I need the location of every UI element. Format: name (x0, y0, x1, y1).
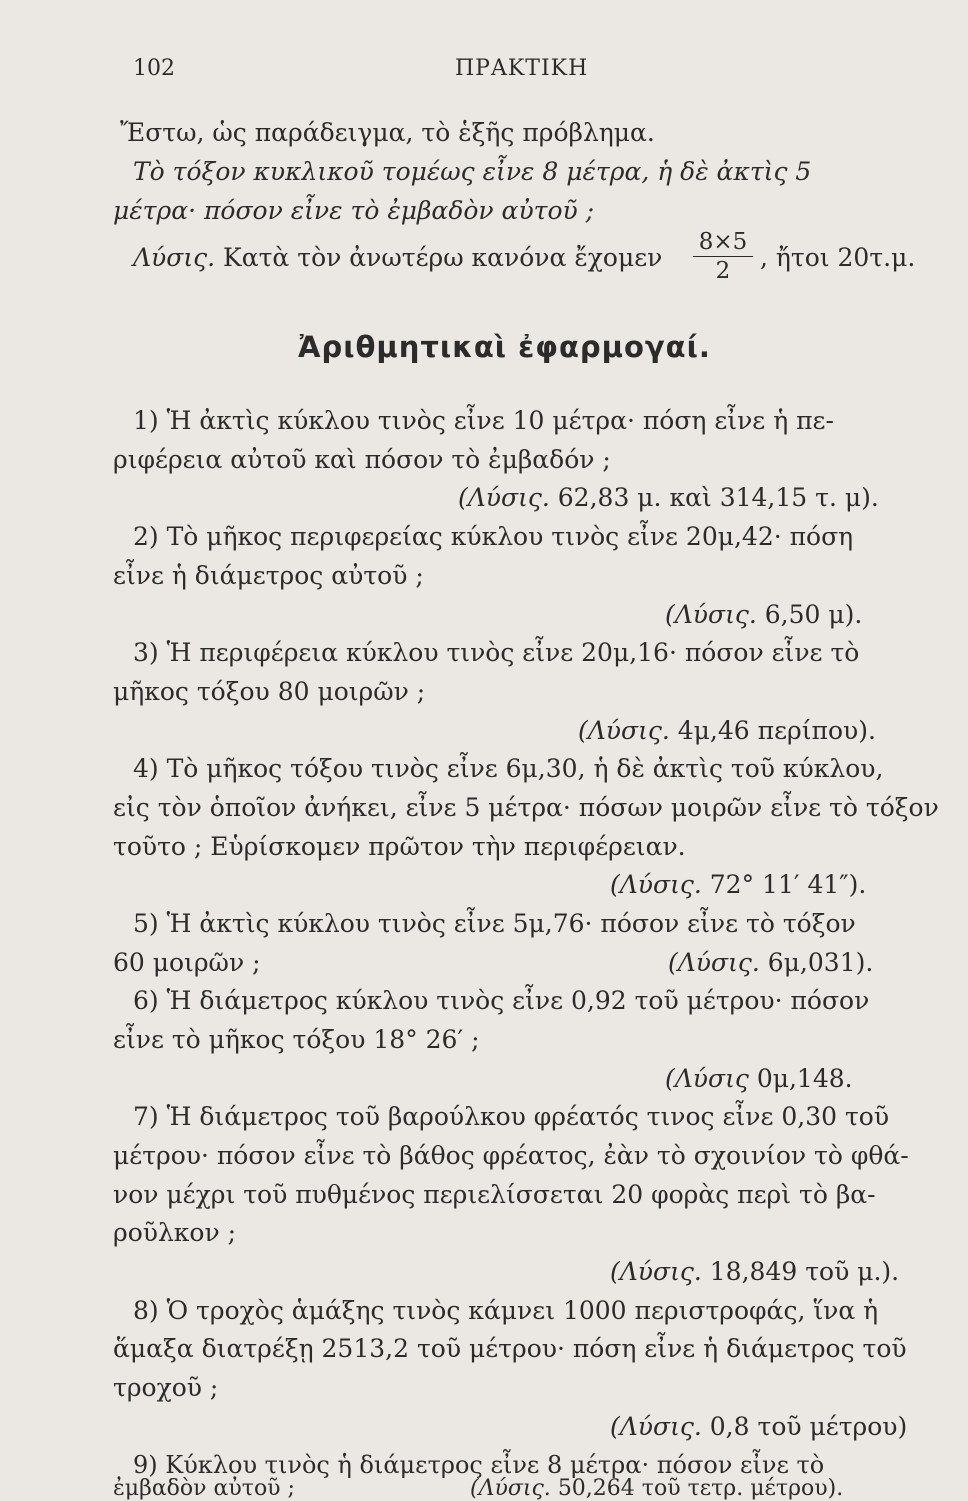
problem-5-line-2: 60 μοιρῶν ; (113, 948, 261, 977)
answer-text: 0,8 τοῦ μέτρου) (709, 1412, 908, 1441)
problem-7-line-3: νον μέχρι τοῦ πυθμένος περιελίσσεται 20 φορὰς περὶ τὸ βα- (113, 1180, 876, 1209)
problem-7-answer (610, 1256, 899, 1288)
problem-7-line-2: μέτρου· πόσον εἶνε τὸ βάθος φρέατος, ἐὰν τὸ σχοινίον τὸ φθά- (113, 1141, 909, 1170)
answer-text: 50,264 τοῦ τετρ. μέτρου). (557, 1476, 844, 1501)
problem-2-answer (665, 599, 862, 631)
problem-3-answer (578, 715, 876, 747)
intro-solution (133, 242, 662, 274)
problem-8-line-2: ἅμαξα διατρέξῃ 2513,2 τοῦ μέτρου· πόση εἶνε ἡ διάμετρος τοῦ (113, 1334, 907, 1363)
answer-text: 18,849 τοῦ μ.). (709, 1257, 900, 1286)
problem-2-line-1: 2) Τὸ μῆκος περιφερείας κύκλου τινὸς εἶνε 20μ,42· πόση (133, 522, 854, 551)
problem-7-line-1: 7) Ἡ διάμετρος τοῦ βαρούλκου φρέατός τινος εἶνε 0,30 τοῦ (133, 1102, 890, 1131)
solution-text: Κατὰ τὸν ἀνωτέρω κανόνα ἔχομεν (223, 243, 663, 272)
problem-5-answer (668, 947, 873, 979)
fraction (693, 228, 753, 285)
answer-text: 4μ,46 περίπου). (677, 716, 876, 745)
answer-label: (Λύσις. (458, 483, 550, 512)
answer-text: 62,83 μ. καὶ 314,15 τ. μ). (557, 483, 879, 512)
problem-1-answer (458, 482, 879, 514)
problem-7-line-4: ροῦλκον ; (113, 1218, 237, 1247)
problem-8-line-3: τροχοῦ ; (113, 1373, 219, 1402)
answer-label: (Λύσις. (668, 948, 760, 977)
section-heading: Ἀριθμητικαὶ ἐφαρμογαί. (298, 330, 711, 364)
answer-text: 72° 11′ 41″). (709, 870, 867, 899)
answer-label: (Λύσις. (610, 870, 702, 899)
answer-label: (Λύσις. (665, 600, 757, 629)
answer-text: 6μ,031). (767, 948, 874, 977)
problem-8-line-1: 8) Ὁ τροχὸς ἁμάξης τινὸς κάμνει 1000 περιστροφάς, ἵνα ἡ (133, 1296, 879, 1325)
problem-4-answer (610, 869, 866, 901)
intro-line-2: Τὸ τόξον κυκλικοῦ τομέως εἶνε 8 μέτρα, ἡ δὲ ἀκτὶς 5 (133, 157, 812, 186)
answer-text: 6,50 μ). (764, 600, 863, 629)
problem-4-line-1: 4) Τὸ μῆκος τόξου τινὸς εἶνε 6μ,30, ἡ δὲ ἀκτὶς τοῦ κύκλου, (133, 754, 884, 783)
fraction-numerator: 8×5 (693, 228, 753, 257)
running-title: ΠΡΑΚΤΙΚΗ (455, 56, 589, 81)
answer-label: (Λύσις. (610, 1412, 702, 1441)
problem-6-line-1: 6) Ἡ διάμετρος κύκλου τινὸς εἶνε 0,92 τοῦ μέτρου· πόσον (133, 986, 870, 1015)
answer-label: (Λύσις. (470, 1476, 551, 1501)
problem-5-line-1: 5) Ἡ ἀκτὶς κύκλου τινὸς εἶνε 5μ,76· πόσον εἶνε τὸ τόξον (133, 909, 856, 938)
problem-6-line-2: εἶνε τὸ μῆκος τόξου 18° 26′ ; (113, 1025, 480, 1054)
problem-6-answer (665, 1063, 853, 1095)
problem-2-line-2: εἶνε ἡ διάμετρος αὐτοῦ ; (113, 561, 424, 590)
problem-4-line-2: εἰς τὸν ὁποῖον ἀνήκει, εἶνε 5 μέτρα· πόσων μοιρῶν εἶνε τὸ τόξον (113, 793, 939, 822)
intro-line-3: μέτρα· πόσον εἶνε τὸ ἐμβαδὸν αὐτοῦ ; (113, 196, 595, 225)
problem-1-line-1: 1) Ἡ ἀκτὶς κύκλου τινὸς εἶνε 10 μέτρα· πόση εἶνε ἡ πε- (133, 406, 834, 435)
answer-label: (Λύσις. (578, 716, 670, 745)
fraction-denominator: 2 (715, 258, 731, 284)
answer-label: (Λύσις (665, 1064, 749, 1093)
answer-label: (Λύσις. (610, 1257, 702, 1286)
problem-3-line-1: 3) Ἡ περιφέρεια κύκλου τινὸς εἶνε 20μ,16· πόσον εἶνε τὸ (133, 638, 860, 667)
page-number: 102 (133, 56, 175, 81)
answer-text: 0μ,148. (756, 1064, 853, 1093)
solution-end: , ἤτοι 20τ.μ. (760, 243, 916, 272)
problem-9-answer (470, 1478, 843, 1500)
problem-8-answer (610, 1411, 907, 1443)
intro-line-1: Ἔστω, ὡς παράδειγμα, τὸ ἑξῆς πρόβλημα. (120, 118, 655, 147)
solution-label: Λύσις. (133, 243, 216, 272)
problem-4-line-3: τοῦτο ; Εὑρίσκομεν πρῶτον τὴν περιφέρειαν. (113, 832, 686, 861)
problem-1-line-2: ριφέρεια αὐτοῦ καὶ πόσον τὸ ἐμβαδόν ; (113, 445, 611, 474)
problem-9-line-2: ἐμβαδὸν αὐτοῦ ; (113, 1476, 295, 1501)
problem-3-line-2: μῆκος τόξου 80 μοιρῶν ; (113, 677, 426, 706)
problem-9-line-1: 9) Κύκλου τινὸς ἡ διάμετρος εἶνε 8 μέτρα· πόσον εἶνε τὸ (133, 1451, 825, 1479)
